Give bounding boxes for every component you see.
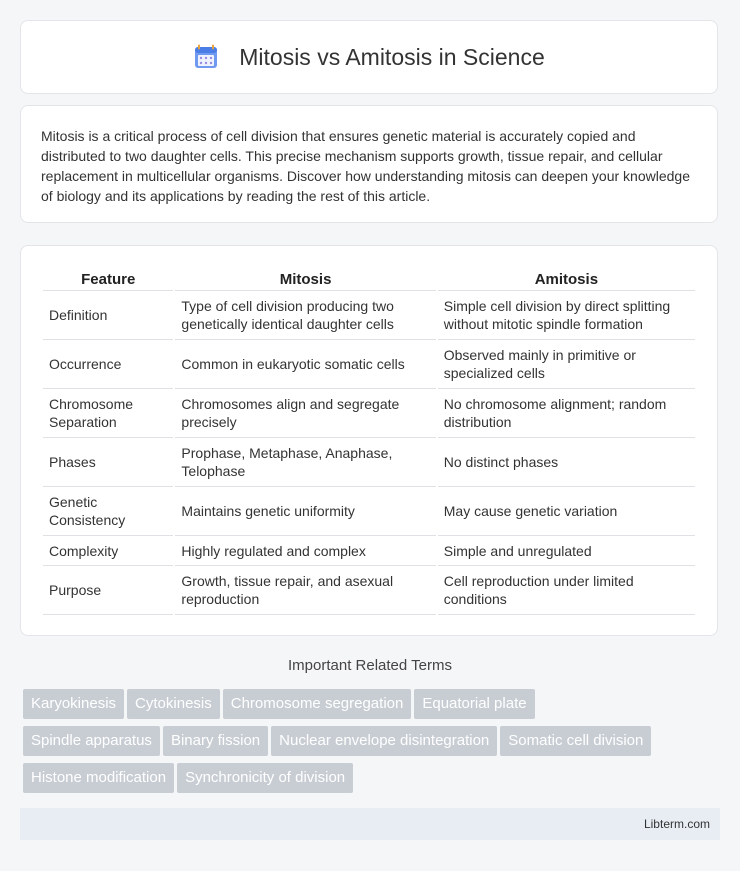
term-tag[interactable]: Binary fission (163, 726, 268, 756)
table-row (43, 536, 695, 566)
term-tag[interactable]: Equatorial plate (414, 689, 534, 719)
header-mitosis: Mitosis (175, 266, 435, 291)
row-mitosis: Type of cell division producing two genetically identical daughter cells (175, 291, 435, 340)
related-terms-list (23, 689, 723, 800)
row-feature: Chromosome Separation (43, 389, 173, 438)
row-mitosis: Prophase, Metaphase, Anaphase, Telophase (175, 438, 435, 487)
table-row (43, 487, 695, 536)
calendar-grid-icon (193, 44, 219, 70)
table-row (43, 389, 695, 438)
footer-link[interactable]: Libterm.com (643, 817, 710, 831)
title-card (20, 20, 718, 94)
term-tag[interactable]: Nuclear envelope disintegration (271, 726, 497, 756)
term-tag[interactable]: Somatic cell division (500, 726, 651, 756)
footer (20, 808, 720, 840)
row-amitosis: Observed mainly in primitive or specialized cells (438, 340, 695, 389)
table-row (43, 566, 695, 615)
comparison-card (20, 245, 718, 636)
term-tag[interactable]: Spindle apparatus (23, 726, 160, 756)
intro-card (20, 105, 718, 223)
term-tag[interactable]: Chromosome segregation (223, 689, 412, 719)
header-amitosis: Amitosis (438, 266, 695, 291)
term-tag[interactable]: Cytokinesis (127, 689, 220, 719)
term-tag[interactable]: Karyokinesis (23, 689, 124, 719)
term-tag[interactable]: Histone modification (23, 763, 174, 793)
row-amitosis: No chromosome alignment; random distribution (438, 389, 695, 438)
row-amitosis: Cell reproduction under limited conditions (438, 566, 695, 615)
row-feature: Occurrence (43, 340, 173, 389)
header-feature: Feature (43, 266, 173, 291)
intro-text: Mitosis is a critical process of cell division that ensures genetic material is accurately copied and distributed to two daughter cells. This precise mechanism supports growth, tissue repair, and cellular replacement in multicellular organisms. Discover how understanding mitosis can deepen your knowledge of biology and its applications by reading the rest of this article. (41, 128, 690, 204)
table-row (43, 291, 695, 340)
comparison-table (41, 266, 697, 615)
row-feature: Complexity (43, 536, 173, 566)
row-mitosis: Growth, tissue repair, and asexual reproduction (175, 566, 435, 615)
row-mitosis: Highly regulated and complex (175, 536, 435, 566)
row-mitosis: Common in eukaryotic somatic cells (175, 340, 435, 389)
row-mitosis: Maintains genetic uniformity (175, 487, 435, 536)
row-amitosis: May cause genetic variation (438, 487, 695, 536)
row-amitosis: Simple and unregulated (438, 536, 695, 566)
related-terms-title: Important Related Terms (288, 657, 452, 674)
term-tag[interactable]: Synchronicity of division (177, 763, 353, 793)
page-title: Mitosis vs Amitosis in Science (239, 43, 545, 70)
row-feature: Definition (43, 291, 173, 340)
table-row (43, 340, 695, 389)
row-feature: Purpose (43, 566, 173, 615)
row-feature: Phases (43, 438, 173, 487)
row-feature: Genetic Consistency (43, 487, 173, 536)
row-amitosis: No distinct phases (438, 438, 695, 487)
row-mitosis: Chromosomes align and segregate precisely (175, 389, 435, 438)
row-amitosis: Simple cell division by direct splitting without mitotic spindle formation (438, 291, 695, 340)
table-row (43, 438, 695, 487)
